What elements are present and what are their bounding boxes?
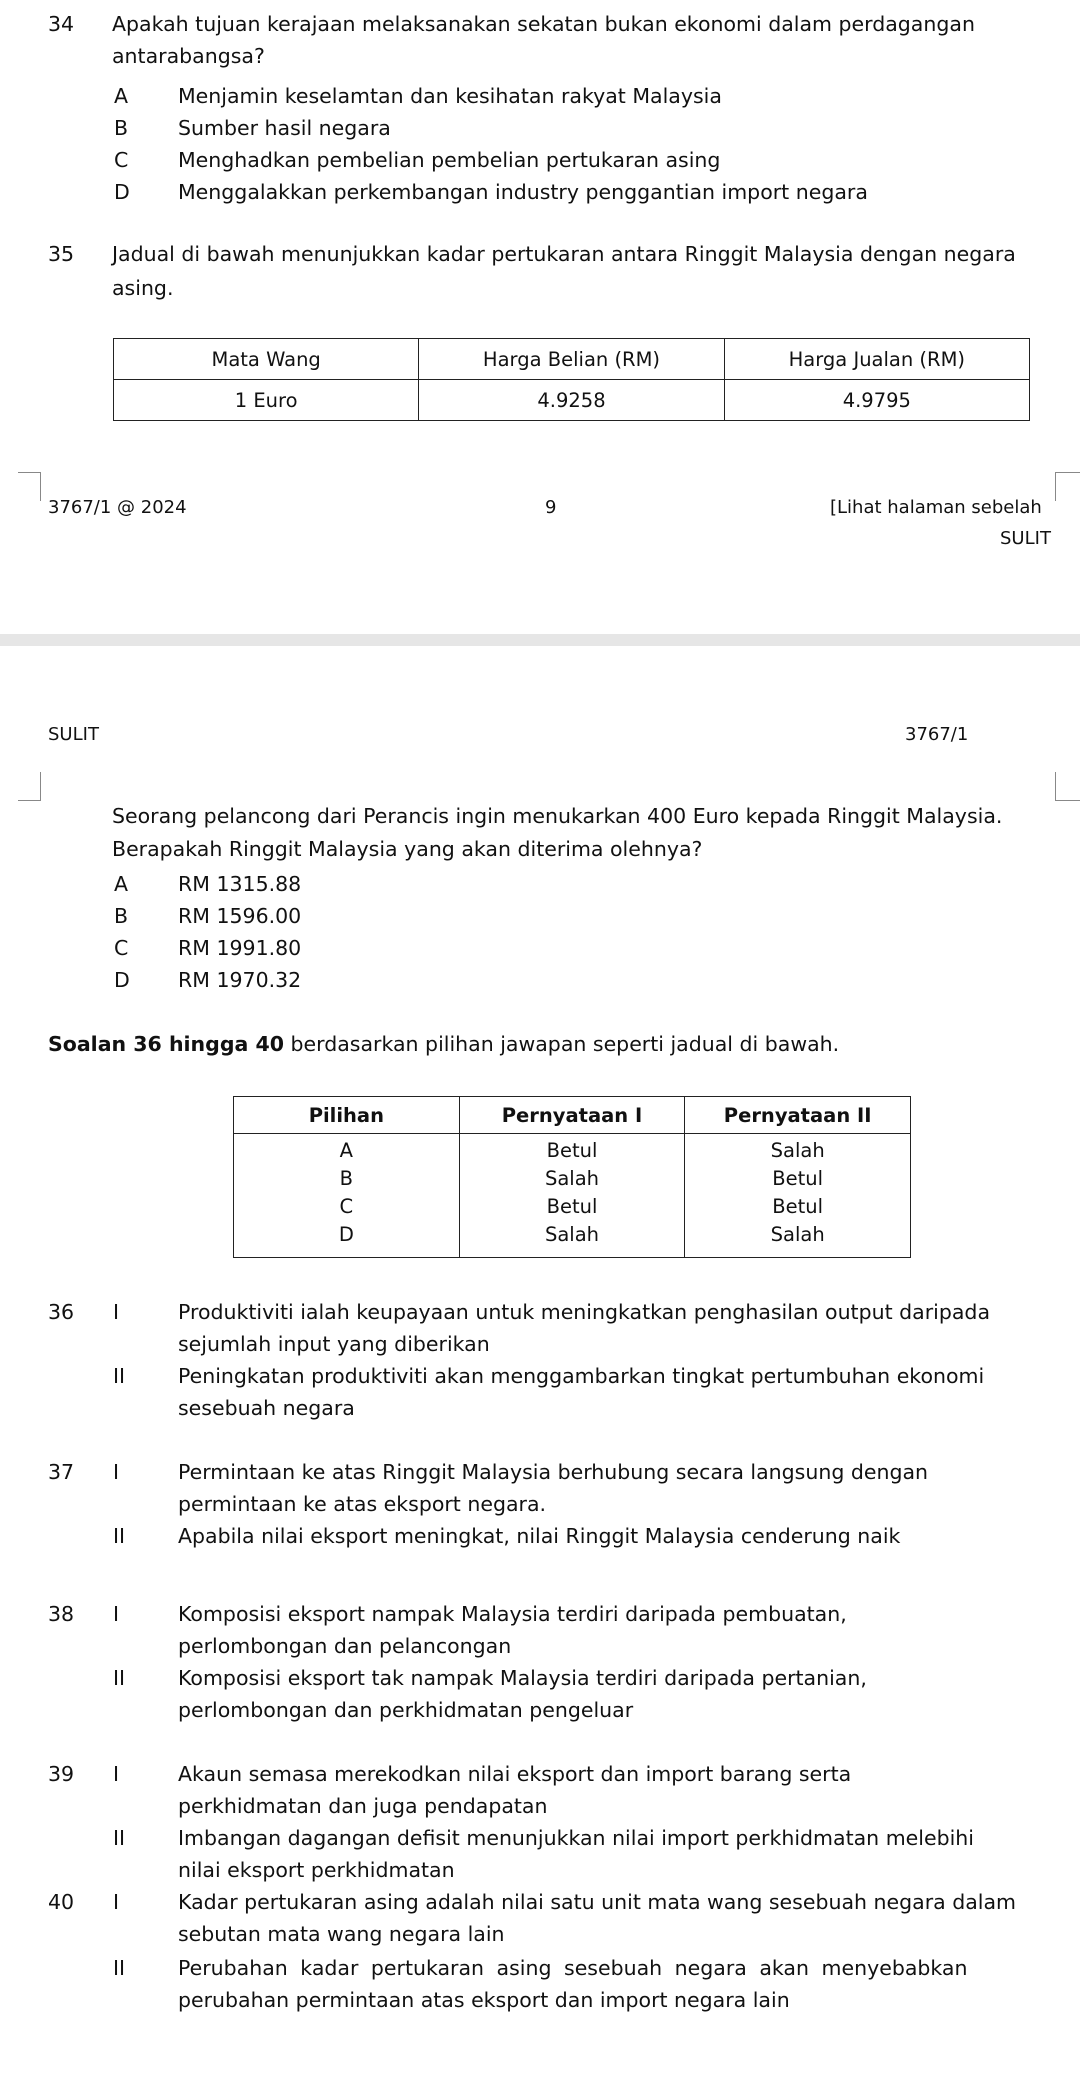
q34-option-text: Menghadkan pembelian pembelian pertukaran asing bbox=[178, 148, 721, 172]
q35-text-line2: asing. bbox=[112, 276, 174, 300]
footer-next-page: [Lihat halaman sebelah bbox=[830, 497, 1042, 518]
statement-ii-value: Salah bbox=[770, 1139, 825, 1162]
q39-number: 39 bbox=[48, 1762, 75, 1786]
page-9 bbox=[0, 0, 1080, 634]
q35-question-line1: Seorang pelancong dari Perancis ingin menukarkan 400 Euro kepada Ringgit Malaysia. bbox=[112, 804, 1003, 828]
q34-option-letter: D bbox=[114, 180, 130, 204]
q34-option-letter: A bbox=[114, 84, 129, 108]
q40-number: 40 bbox=[48, 1890, 75, 1914]
statement-i-label: I bbox=[113, 1460, 120, 1484]
footer-page-number: 9 bbox=[545, 497, 557, 518]
table-header-cell: Harga Jualan (RM) bbox=[724, 339, 1029, 380]
crop-mark bbox=[1055, 772, 1080, 801]
q39-statement-ii: nilai eksport perkhidmatan bbox=[178, 1858, 455, 1882]
instruction-bold: Soalan 36 hingga 40 bbox=[48, 1032, 285, 1056]
table-header-cell: Pernyataan I bbox=[459, 1097, 685, 1134]
q34-number: 34 bbox=[48, 12, 75, 36]
q39-statement-i: Akaun semasa merekodkan nilai eksport dan import barang serta bbox=[178, 1762, 852, 1786]
q36-statement-i: sejumlah input yang diberikan bbox=[178, 1332, 490, 1356]
table-cell bbox=[234, 1134, 460, 1258]
q39-statement-ii: Imbangan dagangan defisit menunjukkan nilai import perkhidmatan melebihi bbox=[178, 1826, 974, 1850]
q35-number: 35 bbox=[48, 242, 75, 266]
q37-number: 37 bbox=[48, 1460, 75, 1484]
footer-sulit: SULIT bbox=[1000, 528, 1051, 549]
table-cell bbox=[685, 1134, 911, 1258]
statement-ii-label: II bbox=[113, 1956, 126, 1980]
q40-statement-i: Kadar pertukaran asing adalah nilai satu unit mata wang sesebuah negara dalam bbox=[178, 1890, 1017, 1914]
statement-i-label: I bbox=[113, 1762, 120, 1786]
table-cell: 4.9258 bbox=[419, 380, 724, 421]
q35-option-letter: A bbox=[114, 872, 129, 896]
instruction bbox=[48, 1032, 839, 1057]
table-row bbox=[234, 1134, 911, 1258]
statement-i-label: I bbox=[113, 1890, 120, 1914]
header-sulit: SULIT bbox=[48, 724, 99, 745]
exchange-rate-table bbox=[113, 338, 1030, 421]
q34-text-line1: Apakah tujuan kerajaan melaksanakan sekatan bukan ekonomi dalam perdagangan bbox=[112, 12, 975, 36]
choice-letter: A bbox=[339, 1139, 353, 1162]
choice-letter: B bbox=[339, 1167, 354, 1190]
table-row bbox=[114, 380, 1030, 421]
q35-option-letter: C bbox=[114, 936, 129, 960]
crop-mark bbox=[18, 472, 41, 501]
q35-option-text: RM 1596.00 bbox=[178, 904, 302, 928]
q38-statement-i: perlombongan dan pelancongan bbox=[178, 1634, 512, 1658]
q38-statement-ii: perlombongan dan perkhidmatan pengeluar bbox=[178, 1698, 634, 1722]
statement-i-value: Salah bbox=[544, 1167, 600, 1190]
q35-option-text: RM 1991.80 bbox=[178, 936, 302, 960]
q37-statement-i: Permintaan ke atas Ringgit Malaysia berhubung secara langsung dengan bbox=[178, 1460, 929, 1484]
q39-statement-i: perkhidmatan dan juga pendapatan bbox=[178, 1794, 548, 1818]
q36-statement-ii: sesebuah negara bbox=[178, 1396, 355, 1420]
table-header-row bbox=[114, 339, 1030, 380]
table-cell: 1 Euro bbox=[114, 380, 419, 421]
statement-ii-value: Betul bbox=[772, 1167, 824, 1190]
q38-statement-i: Komposisi eksport nampak Malaysia terdiri daripada pembuatan, bbox=[178, 1602, 847, 1626]
statement-ii-value: Salah bbox=[770, 1223, 825, 1246]
q38-statement-ii: Komposisi eksport tak nampak Malaysia terdiri daripada pertanian, bbox=[178, 1666, 867, 1690]
crop-mark bbox=[18, 772, 41, 801]
q36-statement-i: Produktiviti ialah keupayaan untuk meningkatkan penghasilan output daripada bbox=[178, 1300, 991, 1324]
table-header-cell: Harga Belian (RM) bbox=[419, 339, 724, 380]
page-10 bbox=[0, 646, 1080, 2098]
q35-option-text: RM 1315.88 bbox=[178, 872, 302, 896]
q37-statement-ii: Apabila nilai eksport meningkat, nilai Ringgit Malaysia cenderung naik bbox=[178, 1524, 901, 1548]
q35-option-letter: D bbox=[114, 968, 130, 992]
choice-letter: D bbox=[338, 1223, 354, 1246]
statement-ii-label: II bbox=[113, 1364, 126, 1388]
q40-statement-ii: perubahan permintaan atas eksport dan import negara lain bbox=[178, 1988, 790, 2012]
table-header-cell: Mata Wang bbox=[114, 339, 419, 380]
instruction-rest: berdasarkan pilihan jawapan seperti jadual di bawah. bbox=[284, 1032, 840, 1056]
q36-statement-ii: Peningkatan produktiviti akan menggambarkan tingkat pertumbuhan ekonomi bbox=[178, 1364, 985, 1388]
header-code: 3767/1 bbox=[905, 724, 969, 745]
statement-i-label: I bbox=[113, 1300, 120, 1324]
q34-option-text: Menjamin keselamtan dan kesihatan rakyat Malaysia bbox=[178, 84, 722, 108]
q34-option-letter: C bbox=[114, 148, 129, 172]
q38-number: 38 bbox=[48, 1602, 75, 1626]
q34-text-line2: antarabangsa? bbox=[112, 44, 265, 68]
q34-option-text: Menggalakkan perkembangan industry penggantian import negara bbox=[178, 180, 868, 204]
table-cell bbox=[459, 1134, 685, 1258]
q35-option-letter: B bbox=[114, 904, 129, 928]
choice-letter: C bbox=[339, 1195, 354, 1218]
footer-code: 3767/1 @ 2024 bbox=[48, 497, 187, 518]
table-header-cell: Pernyataan II bbox=[685, 1097, 911, 1134]
q34-option-letter: B bbox=[114, 116, 129, 140]
statement-i-value: Salah bbox=[544, 1223, 600, 1246]
q40-statement-i: sebutan mata wang negara lain bbox=[178, 1922, 505, 1946]
statement-i-label: I bbox=[113, 1602, 120, 1626]
q35-option-text: RM 1970.32 bbox=[178, 968, 302, 992]
page-separator bbox=[0, 634, 1080, 646]
q35-text-line1: Jadual di bawah menunjukkan kadar pertukaran antara Ringgit Malaysia dengan negara bbox=[112, 242, 1016, 266]
q37-statement-i: permintaan ke atas eksport negara. bbox=[178, 1492, 547, 1516]
q34-option-text: Sumber hasil negara bbox=[178, 116, 391, 140]
table-header-row bbox=[234, 1097, 911, 1134]
statement-ii-value: Betul bbox=[772, 1195, 824, 1218]
choice-table bbox=[233, 1096, 911, 1258]
q36-number: 36 bbox=[48, 1300, 75, 1324]
statement-i-value: Betul bbox=[546, 1195, 598, 1218]
crop-mark bbox=[1055, 472, 1080, 501]
q35-question-line2: Berapakah Ringgit Malaysia yang akan diterima olehnya? bbox=[112, 837, 703, 861]
statement-ii-label: II bbox=[113, 1524, 126, 1548]
statement-ii-label: II bbox=[113, 1826, 126, 1850]
statement-ii-label: II bbox=[113, 1666, 126, 1690]
q40-statement-ii: Perubahan kadar pertukaran asing sesebuah negara akan menyebabkan bbox=[178, 1956, 968, 1980]
table-header-cell: Pilihan bbox=[234, 1097, 460, 1134]
table-cell: 4.9795 bbox=[724, 380, 1029, 421]
statement-i-value: Betul bbox=[546, 1139, 598, 1162]
